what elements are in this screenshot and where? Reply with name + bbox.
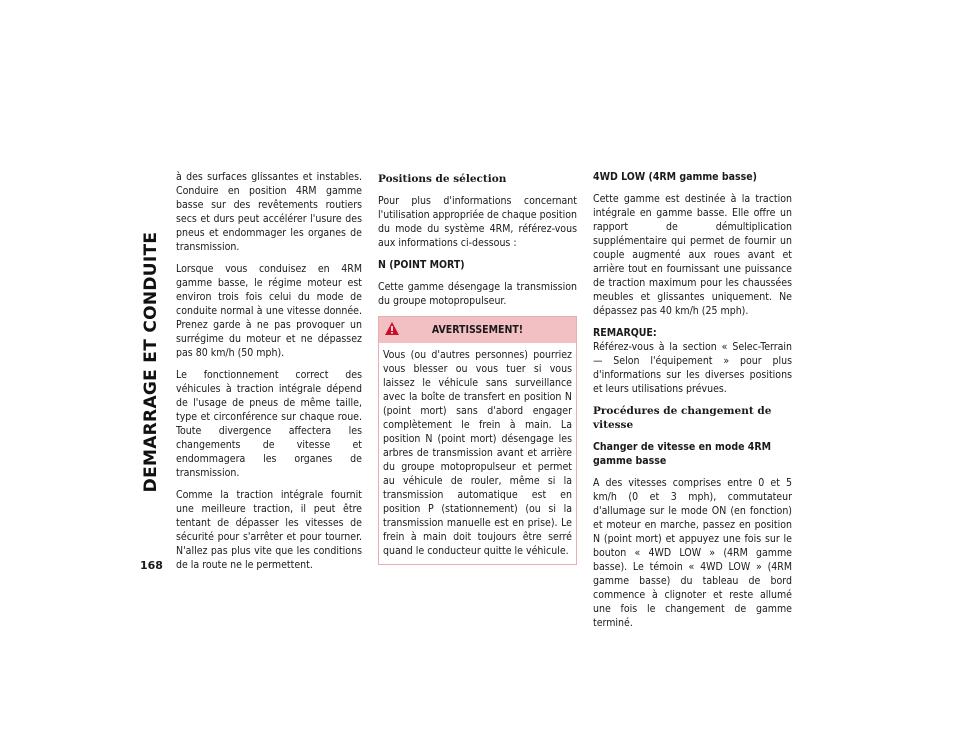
warning-title: AVERTISSEMENT! xyxy=(431,324,524,336)
paragraph: Cette gamme désengage la transmission du groupe motopropulseur. xyxy=(378,281,577,307)
note-label: REMARQUE: xyxy=(593,327,657,339)
section-heading-positions: Positions de sélection xyxy=(378,173,507,185)
note xyxy=(593,326,792,396)
paragraph: Lorsque vous conduisez en 4RM gamme basse, le régime moteur est environ trois fois celui du mode de conduite normal à une vitesse donnée. Prenez garde à ne pas provoquer un surrégime du moteur et ne dépassez pas 80 km/h (50 mph). xyxy=(176,263,362,359)
paragraph: Le fonctionnement correct des véhicules à traction intégrale dépend de l'usage de pneus de même taille, type et circonférence sur chaque roue. Toute divergence affectera les changements de vitesse et endommagera les organes de transmission. xyxy=(176,369,362,479)
paragraph: Cette gamme est destinée à la traction intégrale en gamme basse. Elle offre un rapport de démultiplication supplémentaire qui permet de fournir un couple augmenté aux roues avant et arrière tout en fournissant une puissance de traction maximum pour les chaussées meubles et glissantes uniquement. Ne dépassez pas 40 km/h (25 mph). xyxy=(593,193,792,317)
paragraph: à des surfaces glissantes et instables. Conduire en position 4RM gamme basse sur des revêtements routiers secs et durs peut accélérer l'usure des pneus et endommager les organes de transmission. xyxy=(176,171,362,253)
paragraph: Comme la traction intégrale fournit une meilleure traction, il peut être tentant de dépasser les vitesses de sécurité pour s'arrêter et pour tourner. N'allez pas plus vite que les conditions de la route ne le permettent. xyxy=(176,489,362,571)
warning-body xyxy=(379,343,576,564)
paragraph: A des vitesses comprises entre 0 et 5 km/h (0 et 3 mph), commutateur d'allumage sur le mode ON (en fonction) et moteur en marche, passez en position N (point mort) et appuyez une fois sur le bouton « 4WD LOW » (4RM gamme basse). Le témoin « 4WD LOW » (4RM gamme basse) du tableau de bord commence à clignoter et reste allumé une fois le changement de gamme terminé. xyxy=(593,477,792,629)
warning-box xyxy=(378,316,577,565)
note-text: Référez-vous à la section « Selec-Terrain — Selon l'équipement » pour plus d'informations sur les diverses positions et leurs utilisations prévues. xyxy=(593,341,792,395)
subheading-neutral: N (POINT MORT) xyxy=(378,259,465,271)
subheading-4wd-low: 4WD LOW (4RM gamme basse) xyxy=(593,171,757,183)
column-left xyxy=(176,170,362,580)
subheading-shift-4wd-low: Changer de vitesse en mode 4RM gamme basse xyxy=(593,441,772,467)
chapter-side-title xyxy=(140,172,162,552)
page-number: 168 xyxy=(140,559,163,572)
section-heading-procedures: Procédures de changement de vitesse xyxy=(593,405,772,431)
chapter-title-text: DEMARRAGE ET CONDUITE xyxy=(141,231,161,493)
paragraph: Pour plus d'informations concernant l'utilisation appropriée de chaque position du mode du système 4RM, référez-vous aux informations ci-dessous : xyxy=(378,195,577,249)
column-middle xyxy=(378,170,577,565)
column-right xyxy=(593,170,792,638)
warning-text: Vous (ou d'autres personnes) pourriez vous blesser ou vous tuer si vous laissez le véhicule sans surveillance avec la boîte de transfert en position N (point mort) sans d'abord engager complètement le frein à main. La position N (point mort) désengage les arbres de transmission avant et arrière du groupe motopropulseur et permet au véhicule de rouler, même si la transmission automatique est en position P (stationnement) (ou si la transmission manuelle est en prise). Le frein à main doit toujours être serré quand le conducteur quitte le véhicule. xyxy=(383,349,572,557)
warning-header xyxy=(379,317,576,343)
